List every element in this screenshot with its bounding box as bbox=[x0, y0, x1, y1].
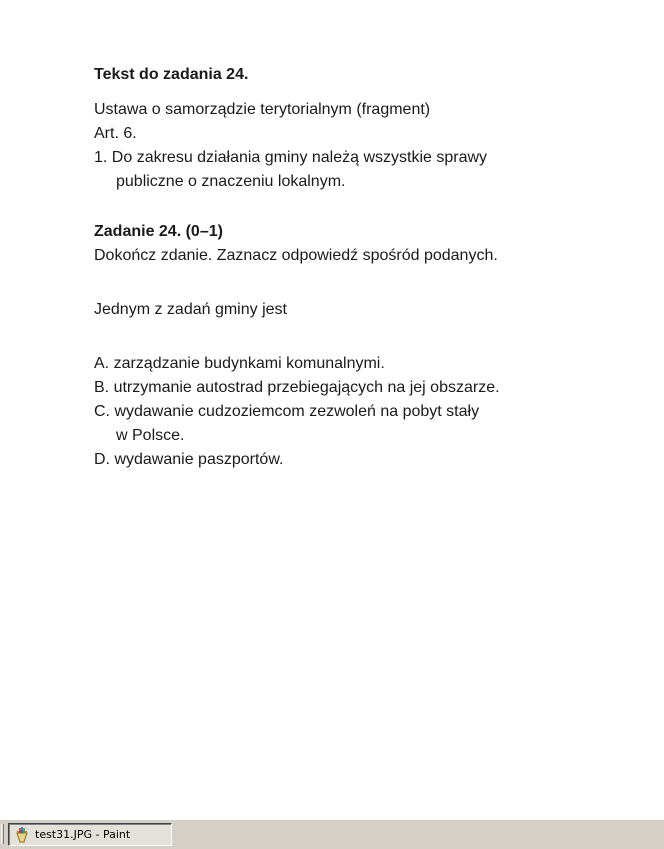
paragraph-line-1: 1. Do zakresu działania gminy należą wszystkie sprawy bbox=[94, 149, 488, 166]
option-b: B. utrzymanie autostrad przebiegających na jej obszarze. bbox=[94, 379, 500, 396]
article-number: Art. 6. bbox=[94, 125, 137, 142]
paint-icon bbox=[14, 827, 30, 843]
text-heading: Tekst do zadania 24. bbox=[94, 66, 249, 83]
source-title: Ustawa o samorządzie terytorialnym (fragment) bbox=[94, 101, 431, 118]
answer-options bbox=[94, 352, 634, 472]
paragraph-line-2: publiczne o znaczeniu lokalnym. bbox=[116, 173, 346, 190]
question-stem: Jednym z zadań gminy jest bbox=[94, 301, 287, 318]
task-instruction: Dokończ zdanie. Zaznacz odpowiedź spośród podanych. bbox=[94, 247, 498, 264]
option-a: A. zarządzanie budynkami komunalnymi. bbox=[94, 355, 385, 372]
exam-content bbox=[94, 64, 634, 472]
task-heading: Zadanie 24. (0–1) bbox=[94, 223, 223, 240]
taskbar-button-paint[interactable] bbox=[8, 823, 172, 846]
taskbar bbox=[0, 818, 664, 849]
taskbar-button-label: test31.JPG - Paint bbox=[35, 828, 131, 841]
option-c-continuation: w Polsce. bbox=[116, 427, 185, 444]
option-c: C. wydawanie cudzoziemcom zezwoleń na pobyt stały bbox=[94, 403, 480, 420]
taskbar-grip[interactable] bbox=[1, 824, 4, 844]
option-d: D. wydawanie paszportów. bbox=[94, 451, 284, 468]
